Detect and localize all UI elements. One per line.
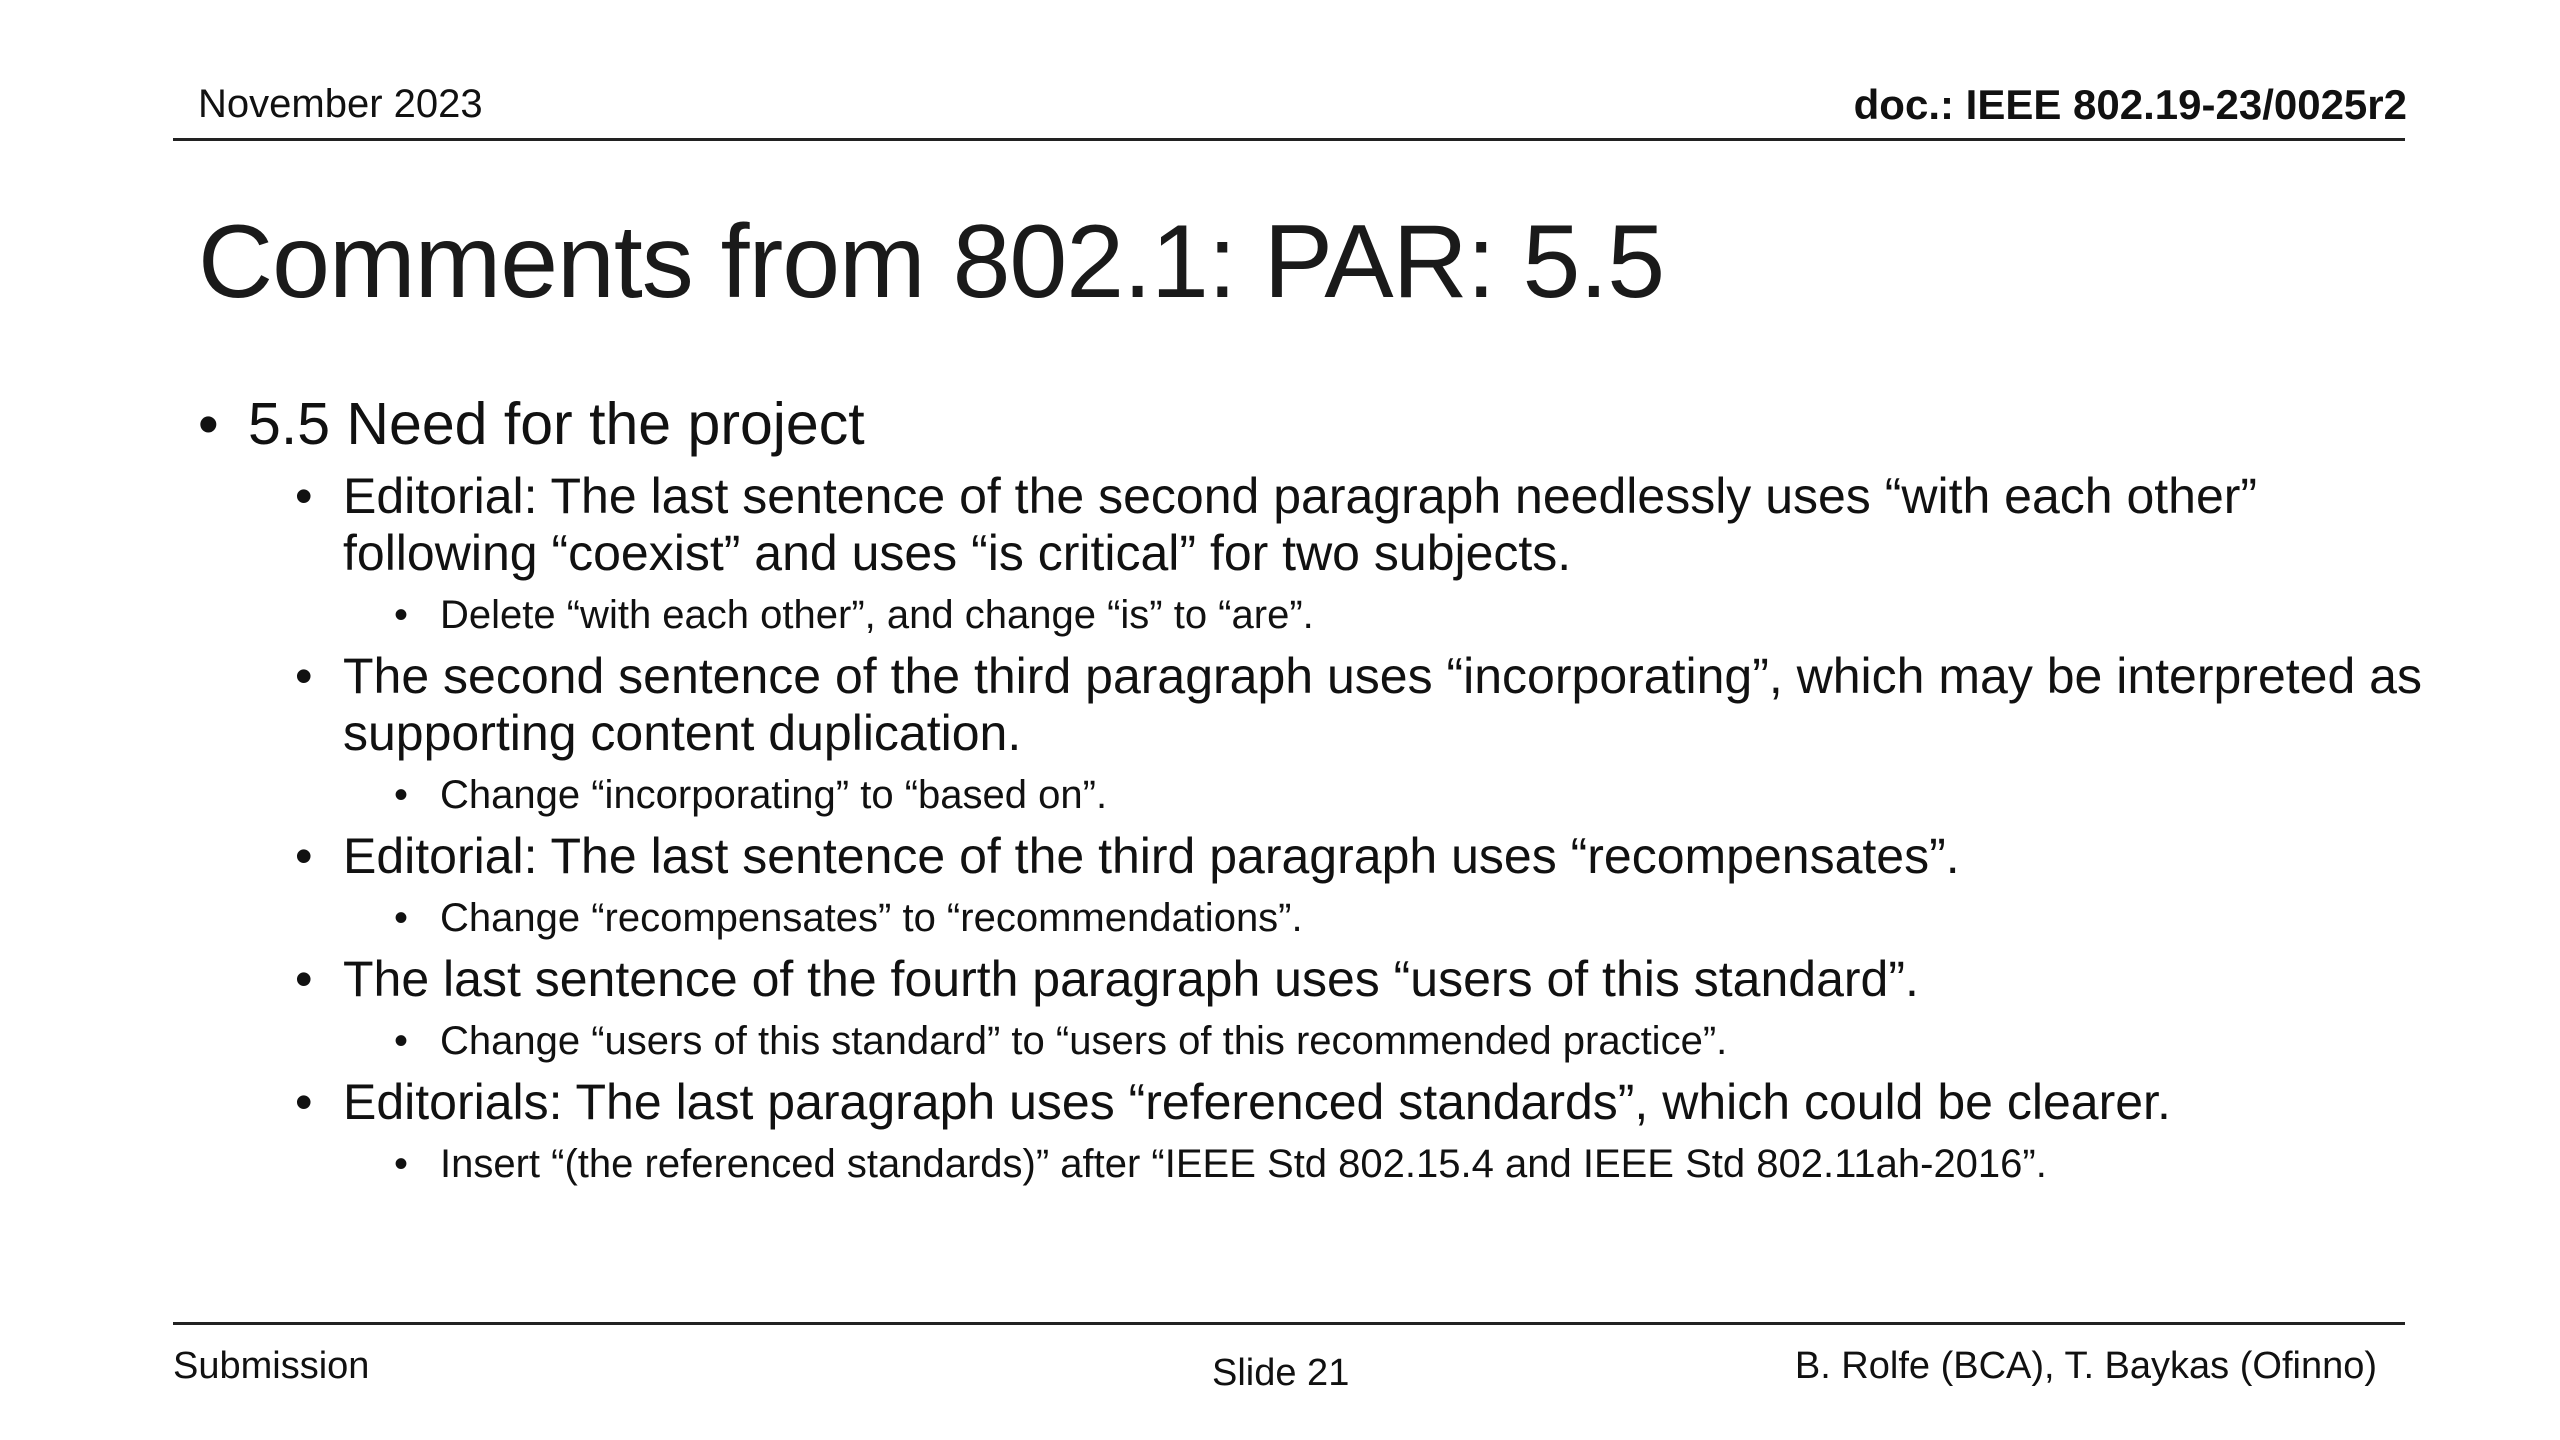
comment-text: Editorial: The last sentence of the second paragraph needlessly uses “with each other” following “coexist” and uses “is critical” for two subjects. <box>343 468 2258 581</box>
fix-bullet-1 <box>198 590 2428 640</box>
comment-bullet-4 <box>198 951 2428 1008</box>
slide-content <box>198 388 2428 1189</box>
comment-bullet-2 <box>198 648 2428 762</box>
header-divider <box>173 138 2405 141</box>
fix-text: Change “incorporating” to “based on”. <box>440 773 1108 817</box>
comment-text: Editorial: The last sentence of the third paragraph uses “recompensates”. <box>343 828 1960 884</box>
comment-bullet-1 <box>198 468 2428 582</box>
fix-text: Insert “(the referenced standards)” after “IEEE Std 802.15.4 and IEEE Std 802.11ah-2016”. <box>440 1142 2047 1186</box>
comment-bullet-3 <box>198 828 2428 885</box>
comment-text: The second sentence of the third paragraph uses “incorporating”, which may be interpreted as supporting content duplication. <box>343 648 2422 761</box>
footer-authors: B. Rolfe (BCA), T. Baykas (Ofinno) <box>1794 1345 2377 1387</box>
comment-text: Editorials: The last paragraph uses “referenced standards”, which could be clearer. <box>343 1074 2171 1130</box>
fix-bullet-4 <box>198 1016 2428 1066</box>
bullet-dot-icon: • <box>295 951 313 1007</box>
bullet-dot-icon: • <box>295 1074 313 1130</box>
fix-bullet-5 <box>198 1139 2428 1189</box>
bullet-dot-icon: • <box>394 773 409 817</box>
bullet-dot-icon: • <box>198 391 219 457</box>
bullet-dot-icon: • <box>295 828 313 884</box>
bullet-level1 <box>198 388 2428 460</box>
fix-bullet-2 <box>198 770 2428 820</box>
bullet-dot-icon: • <box>394 896 409 940</box>
footer-slide-number: Slide 21 <box>1212 1352 1350 1394</box>
comment-bullet-5 <box>198 1074 2428 1131</box>
fix-bullet-3 <box>198 893 2428 943</box>
bullet-dot-icon: • <box>295 648 313 704</box>
fix-text: Delete “with each other”, and change “is” to “are”. <box>440 593 1314 637</box>
comment-text: The last sentence of the fourth paragraph uses “users of this standard”. <box>343 951 1919 1007</box>
footer-submission: Submission <box>173 1345 370 1387</box>
section-heading: 5.5 Need for the project <box>248 391 865 457</box>
header-doc-id: doc.: IEEE 802.19-23/0025r2 <box>1853 81 2407 128</box>
bullet-dot-icon: • <box>394 593 409 637</box>
header-date: November 2023 <box>198 82 483 126</box>
footer-divider <box>173 1322 2405 1325</box>
slide-title: Comments from 802.1: PAR: 5.5 <box>198 204 1665 320</box>
bullet-dot-icon: • <box>394 1142 409 1186</box>
bullet-dot-icon: • <box>295 468 313 524</box>
bullet-dot-icon: • <box>394 1019 409 1063</box>
fix-text: Change “users of this standard” to “users of this recommended practice”. <box>440 1019 1728 1063</box>
fix-text: Change “recompensates” to “recommendations”. <box>440 896 1303 940</box>
